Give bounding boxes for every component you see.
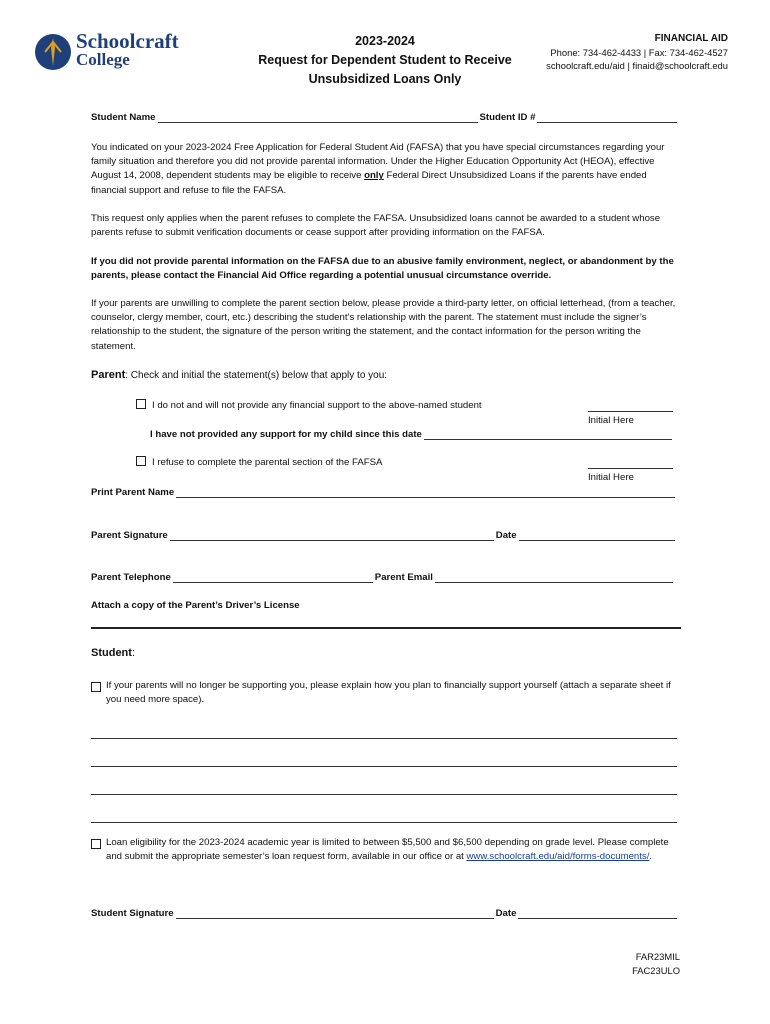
form-title-line1: Request for Dependent Student to Receive [258, 53, 512, 67]
student-signature-label: Student Signature [91, 908, 174, 919]
intro-text-b: Federal Direct Unsubsidized Loans if the parents have ended financial support and refuse to file the FAFSA. [91, 170, 647, 196]
support-since-row [150, 428, 674, 440]
office-name: FINANCIAL AID [654, 33, 728, 44]
initial-here-1: Initial Here [588, 415, 634, 426]
intro-paragraph [91, 141, 681, 198]
explanation-line-4[interactable] [91, 822, 677, 823]
student-item-2-text [106, 836, 681, 864]
student-heading-row [91, 647, 135, 659]
student-item-1 [91, 679, 681, 707]
parent-telephone-label: Parent Telephone [91, 572, 171, 583]
initial-field-1[interactable] [588, 400, 673, 412]
parent-statement-2 [136, 456, 382, 470]
parent-email-field[interactable] [435, 571, 673, 583]
intro-text-a: You indicated on your 2023-2024 Free Application for Federal Student Aid (FAFSA) that you have special circumstances regarding your family situation and therefore you did not provide parental information. Under the Higher Education Opportunity Act (HEOA), effective August 14, 2008, dependent students may be eligible to receive [91, 142, 665, 182]
student-date-field[interactable] [518, 907, 677, 919]
parent-signature-row [91, 529, 677, 541]
parent-email-label: Parent Email [374, 572, 433, 583]
form-year: 2023-2024 [355, 34, 415, 48]
office-web: schoolcraft.edu/aid | finaid@schoolcraft.edu [546, 60, 728, 71]
form-code-1: FAR23MIL [635, 951, 680, 962]
student-signature-row [91, 907, 679, 919]
parent-telephone-field[interactable] [173, 571, 373, 583]
attach-license-note: Attach a copy of the Parent’s Driver’s License [91, 600, 300, 611]
applies-paragraph: This request only applies when the parent refuses to complete the FAFSA. Unsubsidized loans cannot be awarded to a student whose parents refuse to submit verification documents or cease support after providing information on the FAFSA. [91, 213, 661, 239]
parent-heading-row [91, 369, 387, 381]
student-item-1-text: If your parents will no longer be supporting you, please explain how you plan to financially support yourself (attach a separate sheet if you need more space). [106, 680, 671, 706]
support-since-date-field[interactable] [424, 428, 672, 440]
student-name-field[interactable] [158, 111, 478, 123]
form-codes [600, 950, 680, 977]
statement-1-checkbox[interactable] [136, 399, 146, 409]
statement-2-checkbox[interactable] [136, 456, 146, 466]
student-name-label: Student Name [91, 112, 156, 123]
statement-1-text: I do not and will not provide any financial support to the above-named student [152, 400, 482, 411]
explanation-line-2[interactable] [91, 766, 677, 767]
parent-date-field[interactable] [519, 529, 675, 541]
student-signature-field[interactable] [176, 907, 494, 919]
student-item-2-text-b: . [649, 851, 653, 863]
student-heading-colon: : [131, 647, 136, 659]
form-title-line2: Unsubsidized Loans Only [308, 72, 462, 86]
initial-here-2: Initial Here [588, 472, 634, 483]
student-info-row [91, 111, 679, 123]
office-phone: Phone: 734-462-4433 | Fax: 734-462-4527 [550, 46, 728, 58]
intro-only: only [364, 170, 384, 182]
form-code-2: FAC23ULO [632, 964, 680, 976]
print-parent-name-label: Print Parent Name [91, 487, 175, 498]
parent-statement-1 [136, 399, 482, 413]
abuse-paragraph: If you did not provide parental information on the FAFSA due to an abusive family environment, neglect, or abandonment by the parents, please contact the Financial Aid Office regarding a potential unusual circumstance override. [91, 256, 674, 282]
explanation-line-1[interactable] [91, 738, 677, 739]
third-party-paragraph: If your parents are unwilling to complete the parent section below, please provide a third-party letter, on official letterhead, (from a teacher, counselor, clergy member, court, etc.) describing the student’s relationship with the parent. The statement must include the signer’s relationship to the student, the signature of the person writing the statement, and the contact information for the person writing the statement. [91, 298, 676, 352]
print-parent-name-field[interactable] [176, 486, 675, 498]
college-logo [34, 30, 194, 74]
parent-signature-field[interactable] [170, 529, 494, 541]
print-parent-name-row [91, 486, 677, 498]
logo-emblem-icon [34, 32, 72, 72]
student-item-1-checkbox[interactable] [91, 682, 101, 692]
forms-documents-link[interactable]: www.schoolcraft.edu/aid/forms-documents/ [466, 851, 650, 863]
support-since-label: I have not provided any support for my child since this date [150, 429, 422, 440]
parent-signature-label: Parent Signature [91, 530, 168, 541]
logo-sub: College [76, 50, 130, 69]
logo-name: Schoolcraft [76, 29, 179, 53]
student-item-2 [91, 836, 681, 864]
student-item-2-text-a: Loan eligibility for the 2023-2024 academic year is limited to between $5,500 and $6,500 depending on grade level. Please complete and submit the appropriate semester’s loan request form, available in our office or at [106, 837, 669, 863]
section-divider [91, 627, 681, 629]
form-title [240, 32, 530, 89]
student-heading: Student [91, 647, 132, 659]
parent-date-label: Date [495, 530, 517, 541]
student-id-label: Student ID # [479, 112, 536, 123]
parent-instruction: : Check and initial the statement(s) below that apply to you: [125, 370, 388, 381]
student-item-2-checkbox[interactable] [91, 839, 101, 849]
office-contact [520, 32, 728, 73]
statement-2-text: I refuse to complete the parental section of the FAFSA [152, 457, 383, 468]
student-date-label: Date [495, 908, 517, 919]
initial-field-2[interactable] [588, 457, 673, 469]
student-id-field[interactable] [537, 111, 677, 123]
explanation-line-3[interactable] [91, 794, 677, 795]
parent-contact-row [91, 571, 675, 583]
parent-heading: Parent [91, 369, 126, 381]
